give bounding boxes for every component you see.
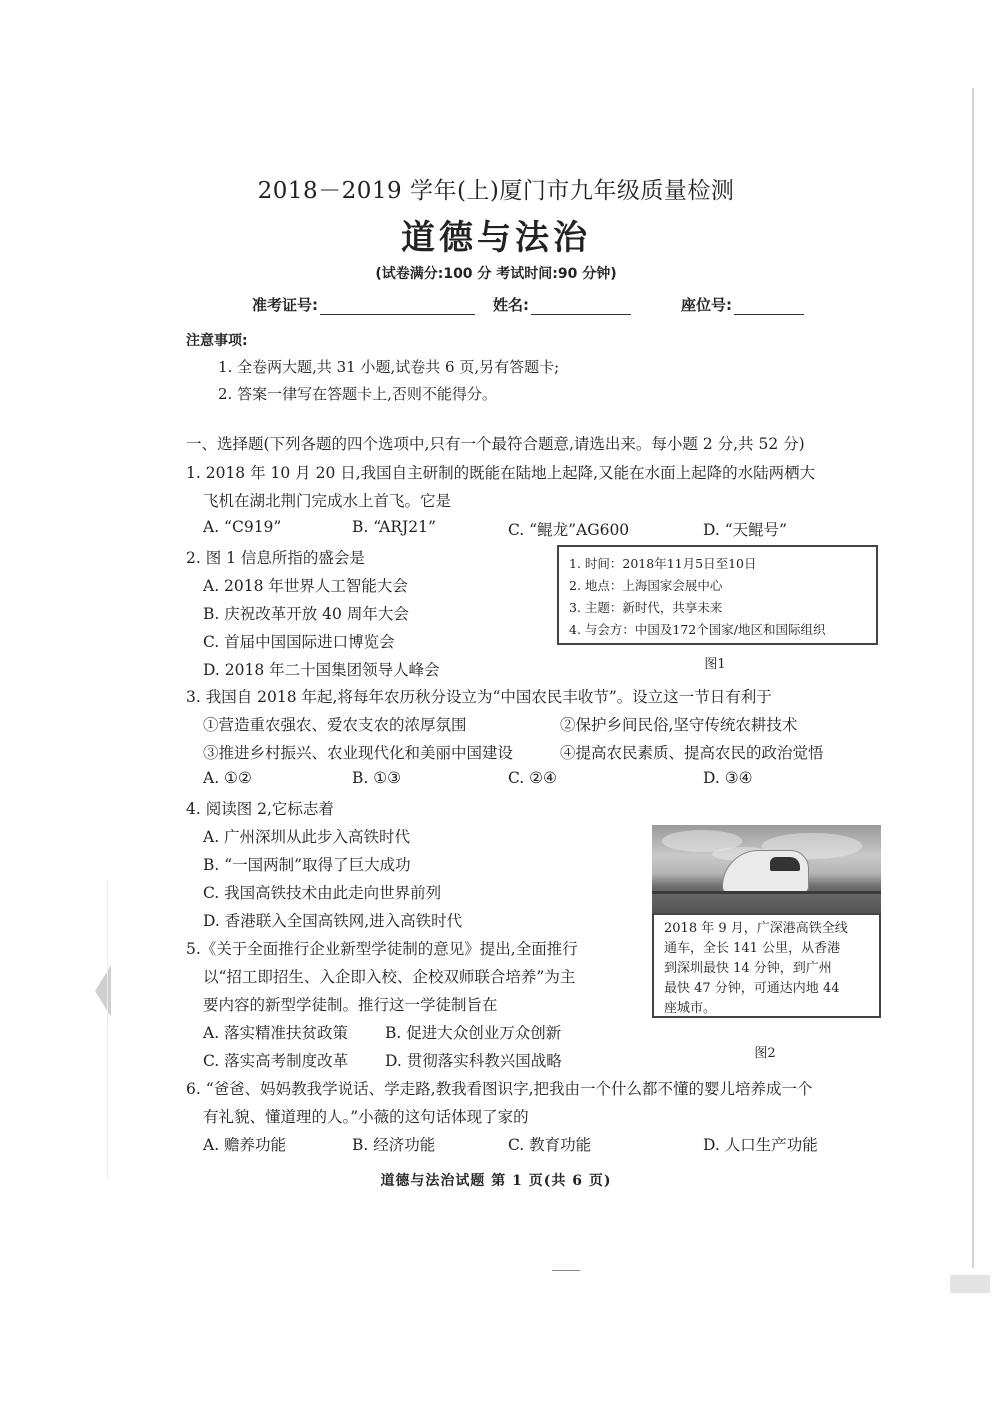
question-3-option-b: B. ①③: [352, 769, 402, 787]
question-3-option-a: A. ①②: [203, 769, 252, 787]
question-5-option-d: D. 贯彻落实科教兴国战略: [385, 1052, 562, 1070]
figure-2-caption: 图2: [754, 1046, 776, 1061]
question-1-stem: 1. 2018 年 10 月 20 日,我国自主研制的既能在陆地上起降,又能在水面上起降的水陆两栖大: [186, 464, 816, 482]
question-6-option-b: B. 经济功能: [352, 1136, 436, 1154]
question-2-stem: 2. 图 1 信息所指的盛会是: [186, 549, 365, 567]
page-footer: 道德与法治试题 第 1 页(共 6 页): [380, 1173, 612, 1189]
question-6-stem: 有礼貌、懂道理的人。”小薇的这句话体现了家的: [203, 1108, 529, 1126]
question-1-option-d: D. “天鲲号”: [703, 521, 788, 539]
question-3-item-4: ④提高农民素质、提高农民的政治觉悟: [560, 744, 824, 762]
question-4-option-a: A. 广州深圳从此步入高铁时代: [203, 828, 411, 846]
question-6-option-a: A. 赡养功能: [203, 1136, 287, 1154]
field-label: 姓名:: [493, 296, 529, 314]
scan-left-edge: [107, 880, 108, 1180]
field-label: 座位号:: [681, 296, 732, 314]
notice-heading: 注意事项:: [186, 333, 248, 349]
question-3-stem: 3. 我国自 2018 年起,将每年农历秋分设立为“中国农民丰收节”。设立这一节日有利于: [186, 688, 772, 706]
scan-smudge: [950, 1275, 990, 1293]
question-2-option-b: B. 庆祝改革开放 40 周年大会: [203, 605, 409, 623]
figure-2-line: 通车，全长 141 公里，从香港: [664, 941, 841, 956]
figure-2-line: 到深圳最快 14 分钟，到广州: [664, 961, 832, 976]
question-4-stem: 4. 阅读图 2,它标志着: [186, 800, 334, 818]
question-4-option-b: B. “一国两制”取得了巨大成功: [203, 856, 411, 874]
exam-meta: (试卷满分:100 分 考试时间:90 分钟): [375, 266, 617, 282]
subject-title: 道德与法治: [401, 218, 591, 258]
question-5-option-b: B. 促进大众创业万众创新: [385, 1024, 562, 1042]
figure-2: [652, 825, 881, 1018]
question-2-option-a: A. 2018 年世界人工智能大会: [203, 577, 408, 595]
question-6-option-d: D. 人口生产功能: [703, 1136, 818, 1154]
figure-2-line: 2018 年 9 月，广深港高铁全线: [664, 921, 848, 936]
question-5-option-a: A. 落实精准扶贫政策: [203, 1024, 349, 1042]
figure-2-line: 座城市。: [664, 1001, 717, 1016]
question-3-item-3: ③推进乡村振兴、农业现代化和美丽中国建设: [203, 744, 514, 762]
high-speed-train-photo: [652, 825, 881, 913]
figure-1-caption: 图1: [704, 657, 726, 672]
question-3-item-1: ①营造重农强农、爱农支农的浓厚氛围: [203, 716, 467, 734]
question-4-option-c: C. 我国高铁技术由此走向世界前列: [203, 884, 442, 902]
question-6-option-c: C. 教育功能: [508, 1136, 592, 1154]
figure-1-line: 1. 时间：2018年11月5日至10日: [569, 556, 757, 571]
figure-2-line: 最快 47 分钟，可通达内地 44: [664, 981, 840, 996]
question-1-stem: 飞机在湖北荆门完成水上首飞。它是: [203, 492, 452, 510]
exam-id-blank[interactable]: [320, 298, 475, 315]
section-title: 一、选择题(下列各题的四个选项中,只有一个最符合题意,请选出来。每小题 2 分,共 52 分): [186, 435, 805, 453]
field-exam-id[interactable]: [252, 294, 475, 315]
figure-2-textbox: [652, 913, 881, 1018]
question-1-option-c: C. “鲲龙”AG600: [508, 521, 630, 539]
question-1-option-b: B. “ARJ21”: [352, 518, 436, 536]
scan-left-mark: [95, 965, 111, 1017]
figure-1-line: 4. 与会方：中国及172个国家/地区和国际组织: [569, 622, 826, 637]
figure-1-line: 3. 主题：新时代，共享未来: [569, 600, 723, 615]
field-seat[interactable]: [681, 294, 804, 315]
exam-title: 2018－2019 学年(上)厦门市九年级质量检测: [257, 178, 735, 204]
question-6-stem: 6. “爸爸、妈妈教我学说话、学走路,教我看图识字,把我由一个什么都不懂的婴儿培养成一个: [186, 1080, 813, 1098]
question-1-option-a: A. “C919”: [203, 518, 282, 536]
notice-item: 2. 答案一律写在答题卡上,否则不能得分。: [218, 385, 497, 403]
field-name[interactable]: [493, 294, 631, 315]
question-3-option-d: D. ③④: [703, 769, 753, 787]
question-5-stem: 要内容的新型学徒制。推行这一学徒制旨在: [203, 996, 498, 1014]
question-3-option-c: C. ②④: [508, 769, 557, 787]
question-5-stem: 以“招工即招生、入企即入校、企校双师联合培养”为主: [203, 968, 576, 986]
field-label: 准考证号:: [252, 296, 318, 314]
figure-1-line: 2. 地点：上海国家会展中心: [569, 578, 723, 593]
name-blank[interactable]: [531, 298, 631, 315]
notice-item: 1. 全卷两大题,共 31 小题,试卷共 6 页,另有答题卡;: [218, 358, 560, 376]
page-mark: [552, 1270, 580, 1271]
question-5-option-c: C. 落实高考制度改革: [203, 1052, 349, 1070]
seat-blank[interactable]: [734, 298, 804, 315]
candidate-fields: [252, 294, 804, 315]
figure-1-box: [557, 545, 878, 645]
question-5-stem: 5.《关于全面推行企业新型学徒制的意见》提出,全面推行: [186, 940, 578, 958]
question-2-option-c: C. 首届中国国际进口博览会: [203, 633, 395, 651]
question-4-option-d: D. 香港联入全国高铁网,进入高铁时代: [203, 912, 463, 930]
question-2-option-d: D. 2018 年二十国集团领导人峰会: [203, 661, 440, 679]
question-3-item-2: ②保护乡间民俗,坚守传统农耕技术: [560, 716, 798, 734]
